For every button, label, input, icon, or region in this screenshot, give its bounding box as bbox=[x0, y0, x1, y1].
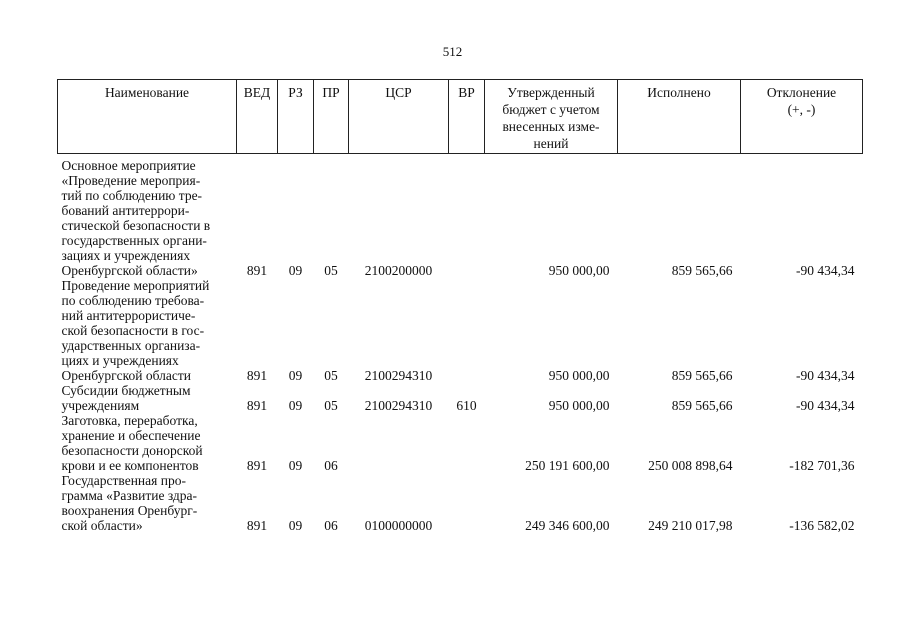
cell-csr: 2100200000 bbox=[364, 263, 433, 278]
cell-name: Государственная про- грамма «Развитие здра- воохранения Оренбург- ской области» bbox=[61, 473, 198, 533]
cell-executed: 859 565,66 bbox=[671, 398, 733, 413]
cell-deviation: -90 434,34 bbox=[796, 398, 855, 413]
cell-vr bbox=[449, 278, 485, 383]
table-row bbox=[58, 154, 863, 279]
cell-csr: 2100294310 bbox=[364, 368, 433, 383]
cell-pr: 06 bbox=[324, 518, 338, 533]
cell-ved: 891 bbox=[246, 263, 268, 278]
header-approved: Утвержденный бюджет с учетом внесенных изме- нений bbox=[485, 80, 618, 154]
table-row bbox=[58, 278, 863, 383]
header-rz: РЗ bbox=[278, 80, 314, 154]
cell-ved: 891 bbox=[246, 518, 268, 533]
cell-vr: 610 bbox=[456, 398, 477, 413]
cell-name: Основное мероприятие «Проведение мероприя- тий по соблюдению тре- бований антитеррори- стической безопасности в государственных органи- зациях и учреждениях Оренбургской области» bbox=[61, 158, 211, 278]
cell-rz: 09 bbox=[288, 398, 303, 413]
cell-rz: 09 bbox=[288, 518, 303, 533]
cell-csr: 0100000000 bbox=[364, 518, 433, 533]
cell-deviation: -90 434,34 bbox=[796, 368, 855, 383]
cell-ved: 891 bbox=[246, 458, 268, 473]
cell-rz: 09 bbox=[288, 458, 303, 473]
page-number: 512 bbox=[442, 44, 463, 59]
header-deviation: Отклонение (+, -) bbox=[741, 80, 863, 154]
cell-rz: 09 bbox=[288, 263, 303, 278]
cell-pr: 05 bbox=[324, 368, 338, 383]
table-row bbox=[58, 473, 863, 533]
cell-csr bbox=[349, 413, 449, 473]
budget-table bbox=[57, 79, 863, 533]
cell-vr bbox=[449, 473, 485, 533]
cell-approved: 950 000,00 bbox=[548, 263, 610, 278]
cell-csr: 2100294310 bbox=[364, 398, 433, 413]
cell-deviation: -90 434,34 bbox=[796, 263, 855, 278]
header-pr: ПР bbox=[314, 80, 349, 154]
table-row bbox=[58, 383, 863, 413]
cell-vr bbox=[449, 154, 485, 279]
cell-name: Проведение мероприятий по соблюдению требова- ний антитеррористиче- ской безопасности в гос- ударственных организа- циях и учреждениях Оренбургской области bbox=[61, 278, 210, 383]
cell-executed: 249 210 017,98 bbox=[648, 518, 733, 533]
cell-ved: 891 bbox=[246, 398, 268, 413]
cell-name: Субсидии бюджетным учреждениям bbox=[61, 383, 191, 413]
cell-name: Заготовка, переработка, хранение и обеспечение безопасности донорской крови и ее компонентов bbox=[61, 413, 203, 473]
cell-pr: 05 bbox=[324, 398, 338, 413]
cell-deviation: -182 701,36 bbox=[789, 458, 855, 473]
cell-approved: 249 346 600,00 bbox=[525, 518, 610, 533]
cell-pr: 06 bbox=[324, 458, 338, 473]
header-name: Наименование bbox=[58, 80, 237, 154]
cell-ved: 891 bbox=[246, 368, 268, 383]
cell-vr bbox=[449, 413, 485, 473]
header-vr: ВР bbox=[449, 80, 485, 154]
header-ved: ВЕД bbox=[237, 80, 278, 154]
cell-deviation: -136 582,02 bbox=[789, 518, 855, 533]
cell-pr: 05 bbox=[324, 263, 338, 278]
cell-executed: 859 565,66 bbox=[671, 263, 733, 278]
cell-rz: 09 bbox=[288, 368, 303, 383]
header-executed: Исполнено bbox=[618, 80, 741, 154]
cell-approved: 950 000,00 bbox=[548, 398, 610, 413]
header-row bbox=[58, 80, 863, 154]
cell-approved: 950 000,00 bbox=[548, 368, 610, 383]
cell-approved: 250 191 600,00 bbox=[525, 458, 610, 473]
header-csr: ЦСР bbox=[349, 80, 449, 154]
table-row bbox=[58, 413, 863, 473]
cell-executed: 250 008 898,64 bbox=[648, 458, 733, 473]
cell-executed: 859 565,66 bbox=[671, 368, 733, 383]
